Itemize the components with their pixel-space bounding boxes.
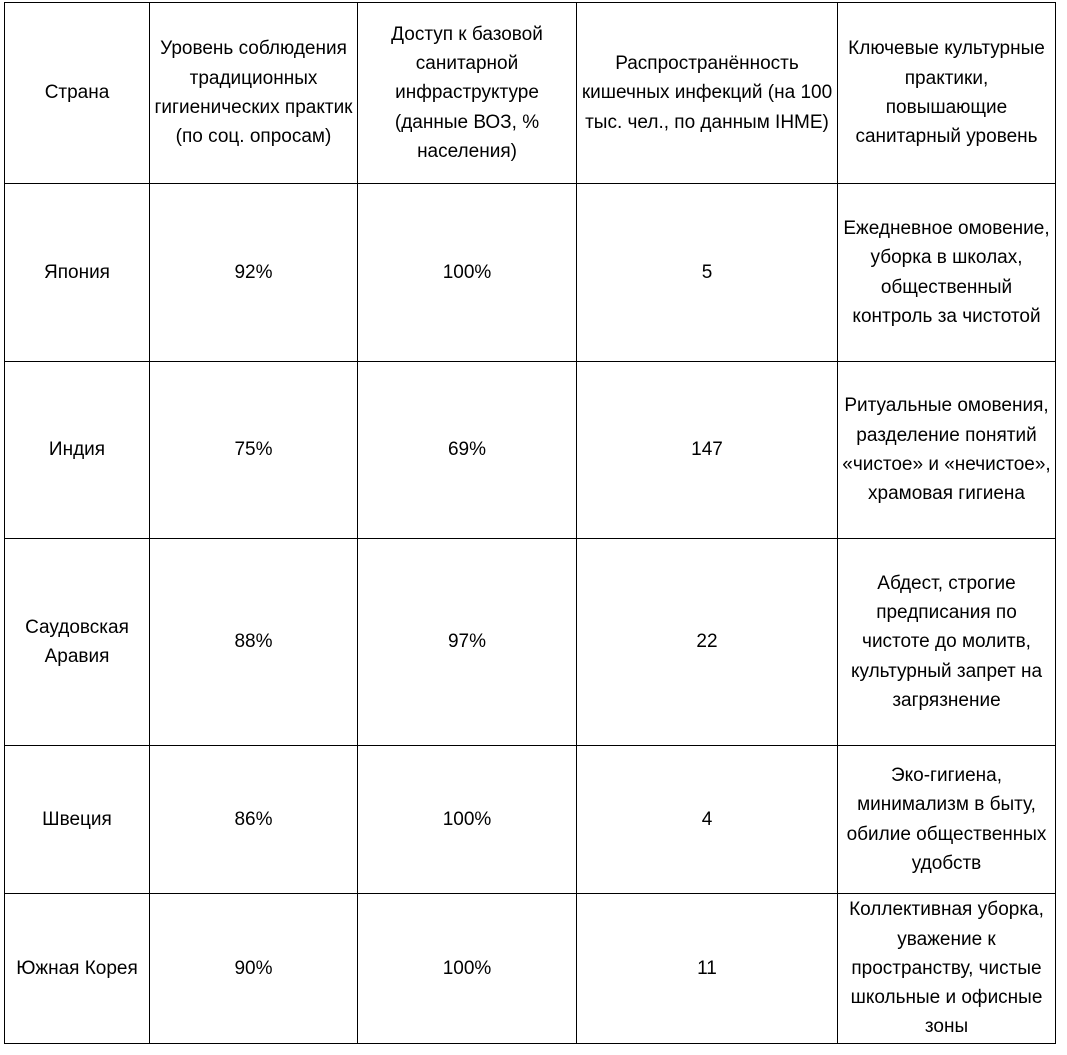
cell-country: Швеция [5, 746, 150, 894]
cell-hygiene: 86% [150, 746, 358, 894]
header-hygiene-level: Уровень соблюдения традиционных гигиенических практик (по соц. опросам) [150, 3, 358, 184]
cell-sanitation: 100% [358, 894, 577, 1044]
cell-sanitation: 100% [358, 184, 577, 362]
cell-country: Индия [5, 362, 150, 539]
cell-country: Япония [5, 184, 150, 362]
cell-infections: 147 [577, 362, 838, 539]
table-row [5, 894, 1056, 1044]
cell-country: Южная Корея [5, 894, 150, 1044]
cell-sanitation: 100% [358, 746, 577, 894]
table-row [5, 184, 1056, 362]
table-row [5, 539, 1056, 746]
cell-sanitation: 69% [358, 362, 577, 539]
cell-hygiene: 88% [150, 539, 358, 746]
cell-practices: Эко-гигиена, минимализм в быту, обилие общественных удобств [838, 746, 1056, 894]
cell-practices: Ежедневное омовение, уборка в школах, общественный контроль за чистотой [838, 184, 1056, 362]
header-sanitation-access: Доступ к базовой санитарной инфраструктуре (данные ВОЗ, % населения) [358, 3, 577, 184]
cell-practices: Абдест, строгие предписания по чистоте до молитв, культурный запрет на загрязнение [838, 539, 1056, 746]
header-infection-prevalence: Распространённость кишечных инфекций (на 100 тыс. чел., по данным IHME) [577, 3, 838, 184]
cell-hygiene: 90% [150, 894, 358, 1044]
cell-infections: 4 [577, 746, 838, 894]
cell-sanitation: 97% [358, 539, 577, 746]
table-header-row [5, 3, 1056, 184]
cell-practices: Ритуальные омовения, разделение понятий «чистое» и «нечистое», храмовая гигиена [838, 362, 1056, 539]
cell-infections: 22 [577, 539, 838, 746]
table-row [5, 362, 1056, 539]
cell-country: Саудовская Аравия [5, 539, 150, 746]
cell-hygiene: 92% [150, 184, 358, 362]
table-row [5, 746, 1056, 894]
cell-infections: 11 [577, 894, 838, 1044]
hygiene-comparison-table [4, 2, 1056, 1044]
header-cultural-practices: Ключевые культурные практики, повышающие санитарный уровень [838, 3, 1056, 184]
cell-hygiene: 75% [150, 362, 358, 539]
header-country: Страна [5, 3, 150, 184]
cell-practices: Коллективная уборка, уважение к пространству, чистые школьные и офисные зоны [838, 894, 1056, 1044]
cell-infections: 5 [577, 184, 838, 362]
